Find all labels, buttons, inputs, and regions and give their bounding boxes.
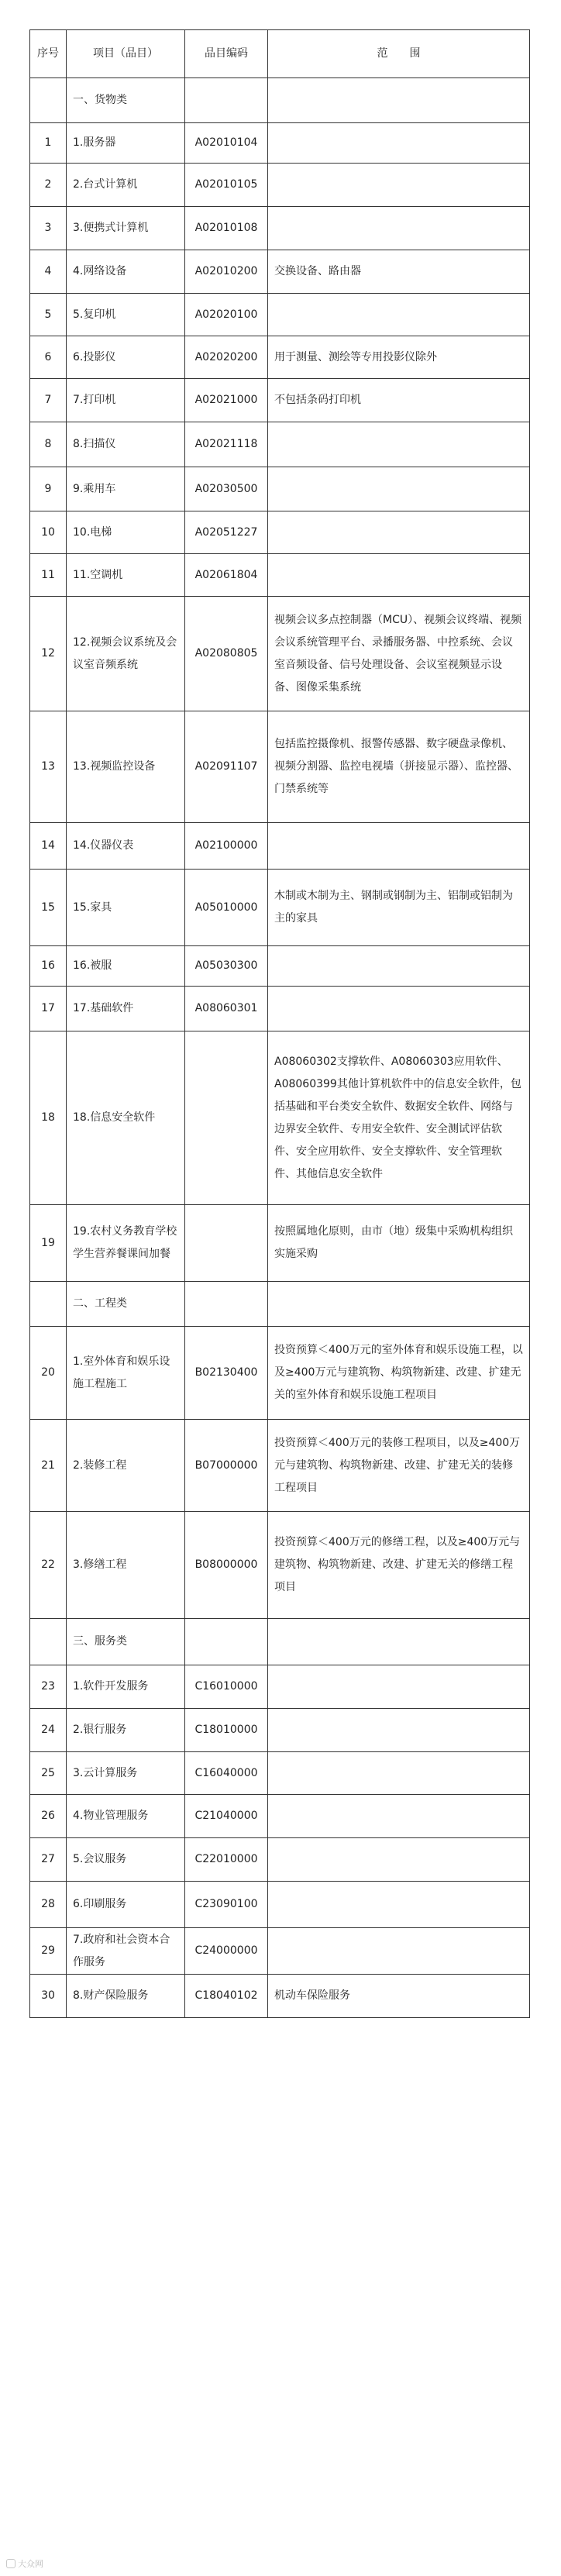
section-title: 二、工程类: [67, 1282, 185, 1327]
table-row: [30, 823, 530, 870]
item-range: A08060302支撑软件、A08060303应用软件、A08060399其他计算机软件中的信息安全软件，包括基础和平台类安全软件、数据安全软件、网络与边界安全软件、专用安全软件、安全测试评估软件、安全应用软件、安全支撑软件、安全管理软件、其他信息安全软件: [268, 1031, 530, 1205]
item-name: 3.便携式计算机: [67, 207, 185, 250]
section-range-cell: [268, 78, 530, 123]
item-code: A02010105: [185, 164, 268, 207]
row-number: 2: [30, 164, 67, 207]
row-number: 27: [30, 1838, 67, 1882]
row-number: 3: [30, 207, 67, 250]
section-title: 一、货物类: [67, 78, 185, 123]
row-number: 12: [30, 597, 67, 711]
item-name: 5.复印机: [67, 294, 185, 336]
table-row: [30, 711, 530, 823]
item-code: A02051227: [185, 511, 268, 554]
item-name: 7.政府和社会资本合作服务: [67, 1928, 185, 1975]
item-range: [268, 1709, 530, 1752]
table-row: [30, 1031, 530, 1205]
item-code: [185, 1031, 268, 1205]
table-row: [30, 597, 530, 711]
section-code-cell: [185, 78, 268, 123]
item-code: C24000000: [185, 1928, 268, 1975]
row-number: 17: [30, 987, 67, 1031]
item-code: [185, 1205, 268, 1282]
item-name: 12.视频会议系统及会议室音频系统: [67, 597, 185, 711]
item-code: A02100000: [185, 823, 268, 870]
header-name: 项目（品目）: [67, 30, 185, 78]
row-number: 29: [30, 1928, 67, 1975]
section-no-cell: [30, 78, 67, 123]
section-no-cell: [30, 1282, 67, 1327]
table-row: [30, 294, 530, 336]
item-name: 16.被服: [67, 946, 185, 987]
row-number: 6: [30, 336, 67, 379]
table-header-row: [30, 30, 530, 78]
table-row: [30, 1838, 530, 1882]
item-name: 5.会议服务: [67, 1838, 185, 1882]
item-code: C16010000: [185, 1665, 268, 1709]
item-range: [268, 511, 530, 554]
item-range: 交换设备、路由器: [268, 250, 530, 294]
item-code: A02080805: [185, 597, 268, 711]
table-row: [30, 207, 530, 250]
item-range: 投资预算＜400万元的装修工程项目，以及≥400万元与建筑物、构筑物新建、改建、扩建无关的装修工程项目: [268, 1420, 530, 1512]
section-range-cell: [268, 1619, 530, 1665]
item-code: C18010000: [185, 1709, 268, 1752]
item-name: 18.信息安全软件: [67, 1031, 185, 1205]
table-row: [30, 379, 530, 422]
table-row: [30, 164, 530, 207]
table-row: [30, 467, 530, 511]
item-name: 9.乘用车: [67, 467, 185, 511]
table-row: [30, 250, 530, 294]
item-range: 投资预算＜400万元的修缮工程，以及≥400万元与建筑物、构筑物新建、改建、扩建无关的修缮工程项目: [268, 1512, 530, 1619]
item-code: A02020200: [185, 336, 268, 379]
item-name: 4.物业管理服务: [67, 1795, 185, 1838]
item-range: 投资预算＜400万元的室外体育和娱乐设施工程，以及≥400万元与建筑物、构筑物新建、改建、扩建无关的室外体育和娱乐设施工程项目: [268, 1327, 530, 1420]
table-row: [30, 511, 530, 554]
item-range: 包括监控摄像机、报警传感器、数字硬盘录像机、视频分割器、监控电视墙（拼接显示器）、监控器、门禁系统等: [268, 711, 530, 823]
row-number: 28: [30, 1882, 67, 1928]
item-code: A02030500: [185, 467, 268, 511]
table-row: [30, 987, 530, 1031]
table-row: [30, 1752, 530, 1795]
item-code: A05010000: [185, 870, 268, 946]
item-code: C16040000: [185, 1752, 268, 1795]
item-code: B07000000: [185, 1420, 268, 1512]
item-range: [268, 294, 530, 336]
table-row: [30, 1975, 530, 2018]
item-range: [268, 823, 530, 870]
table-row: [30, 336, 530, 379]
table-row: [30, 1420, 530, 1512]
item-range: 机动车保险服务: [268, 1975, 530, 2018]
row-number: 10: [30, 511, 67, 554]
table-body: [30, 78, 530, 2018]
table-row: [30, 1205, 530, 1282]
item-name: 4.网络设备: [67, 250, 185, 294]
watermark-logo-icon: [6, 2559, 15, 2568]
row-number: 19: [30, 1205, 67, 1282]
row-number: 9: [30, 467, 67, 511]
section-code-cell: [185, 1619, 268, 1665]
item-name: 8.财产保险服务: [67, 1975, 185, 2018]
row-number: 18: [30, 1031, 67, 1205]
table-row: [30, 123, 530, 164]
row-number: 1: [30, 123, 67, 164]
item-range: [268, 1838, 530, 1882]
item-range: [268, 1795, 530, 1838]
row-number: 30: [30, 1975, 67, 2018]
item-code: A02061804: [185, 554, 268, 597]
item-range: [268, 207, 530, 250]
item-range: [268, 1882, 530, 1928]
table-row: [30, 1795, 530, 1838]
row-number: 16: [30, 946, 67, 987]
watermark: [6, 2557, 43, 2570]
table-row: [30, 1928, 530, 1975]
row-number: 26: [30, 1795, 67, 1838]
item-code: A08060301: [185, 987, 268, 1031]
row-number: 24: [30, 1709, 67, 1752]
item-name: 17.基础软件: [67, 987, 185, 1031]
table-row: [30, 1512, 530, 1619]
item-range: [268, 946, 530, 987]
section-no-cell: [30, 1619, 67, 1665]
item-code: C22010000: [185, 1838, 268, 1882]
item-code: B08000000: [185, 1512, 268, 1619]
table-row: [30, 946, 530, 987]
item-name: 14.仪器仪表: [67, 823, 185, 870]
item-name: 8.扫描仪: [67, 422, 185, 467]
section-title: 三、服务类: [67, 1619, 185, 1665]
row-number: 11: [30, 554, 67, 597]
table-row: [30, 1709, 530, 1752]
item-code: A02021000: [185, 379, 268, 422]
row-number: 20: [30, 1327, 67, 1420]
header-range: 范 围: [268, 30, 530, 78]
item-range: [268, 554, 530, 597]
item-code: A05030300: [185, 946, 268, 987]
item-name: 3.修缮工程: [67, 1512, 185, 1619]
item-code: A02010108: [185, 207, 268, 250]
item-code: A02091107: [185, 711, 268, 823]
row-number: 8: [30, 422, 67, 467]
item-range: [268, 1665, 530, 1709]
item-range: [268, 1752, 530, 1795]
item-code: C23090100: [185, 1882, 268, 1928]
table-row: [30, 1327, 530, 1420]
item-name: 2.装修工程: [67, 1420, 185, 1512]
header-no: 序号: [30, 30, 67, 78]
row-number: 23: [30, 1665, 67, 1709]
item-range: 按照属地化原则，由市（地）级集中采购机构组织实施采购: [268, 1205, 530, 1282]
item-name: 3.云计算服务: [67, 1752, 185, 1795]
table-row: [30, 1882, 530, 1928]
item-code: B02130400: [185, 1327, 268, 1420]
item-range: 不包括条码打印机: [268, 379, 530, 422]
header-code: 品目编码: [185, 30, 268, 78]
row-number: 21: [30, 1420, 67, 1512]
row-number: 5: [30, 294, 67, 336]
item-range: [268, 123, 530, 164]
table-row: [30, 554, 530, 597]
section-code-cell: [185, 1282, 268, 1327]
item-range: [268, 422, 530, 467]
item-code: C21040000: [185, 1795, 268, 1838]
table-row: [30, 1665, 530, 1709]
item-name: 10.电梯: [67, 511, 185, 554]
item-name: 1.服务器: [67, 123, 185, 164]
item-code: C18040102: [185, 1975, 268, 2018]
row-number: 14: [30, 823, 67, 870]
section-header-row: [30, 1619, 530, 1665]
item-name: 2.台式计算机: [67, 164, 185, 207]
item-name: 11.空调机: [67, 554, 185, 597]
row-number: 25: [30, 1752, 67, 1795]
table-row: [30, 422, 530, 467]
item-range: 木制或木制为主、钢制或钢制为主、铝制或铝制为主的家具: [268, 870, 530, 946]
section-header-row: [30, 1282, 530, 1327]
item-range: [268, 987, 530, 1031]
item-code: A02010200: [185, 250, 268, 294]
table-row: [30, 870, 530, 946]
item-name: 15.家具: [67, 870, 185, 946]
row-number: 15: [30, 870, 67, 946]
item-range: 视频会议多点控制器（MCU）、视频会议终端、视频会议系统管理平台、录播服务器、中控系统、会议室音频设备、信号处理设备、会议室视频显示设备、图像采集系统: [268, 597, 530, 711]
item-code: A02020100: [185, 294, 268, 336]
item-code: A02010104: [185, 123, 268, 164]
item-name: 1.软件开发服务: [67, 1665, 185, 1709]
section-range-cell: [268, 1282, 530, 1327]
section-header-row: [30, 78, 530, 123]
procurement-catalog-table: [29, 29, 530, 2018]
item-name: 7.打印机: [67, 379, 185, 422]
item-range: [268, 164, 530, 207]
item-name: 2.银行服务: [67, 1709, 185, 1752]
item-code: A02021118: [185, 422, 268, 467]
item-name: 19.农村义务教育学校学生营养餐课间加餐: [67, 1205, 185, 1282]
row-number: 4: [30, 250, 67, 294]
item-name: 1.室外体育和娱乐设施工程施工: [67, 1327, 185, 1420]
row-number: 7: [30, 379, 67, 422]
item-name: 6.投影仪: [67, 336, 185, 379]
row-number: 13: [30, 711, 67, 823]
item-name: 6.印刷服务: [67, 1882, 185, 1928]
item-range: 用于测量、测绘等专用投影仪除外: [268, 336, 530, 379]
row-number: 22: [30, 1512, 67, 1619]
item-name: 13.视频监控设备: [67, 711, 185, 823]
item-range: [268, 1928, 530, 1975]
item-range: [268, 467, 530, 511]
watermark-text: 大众网: [18, 2559, 43, 2569]
